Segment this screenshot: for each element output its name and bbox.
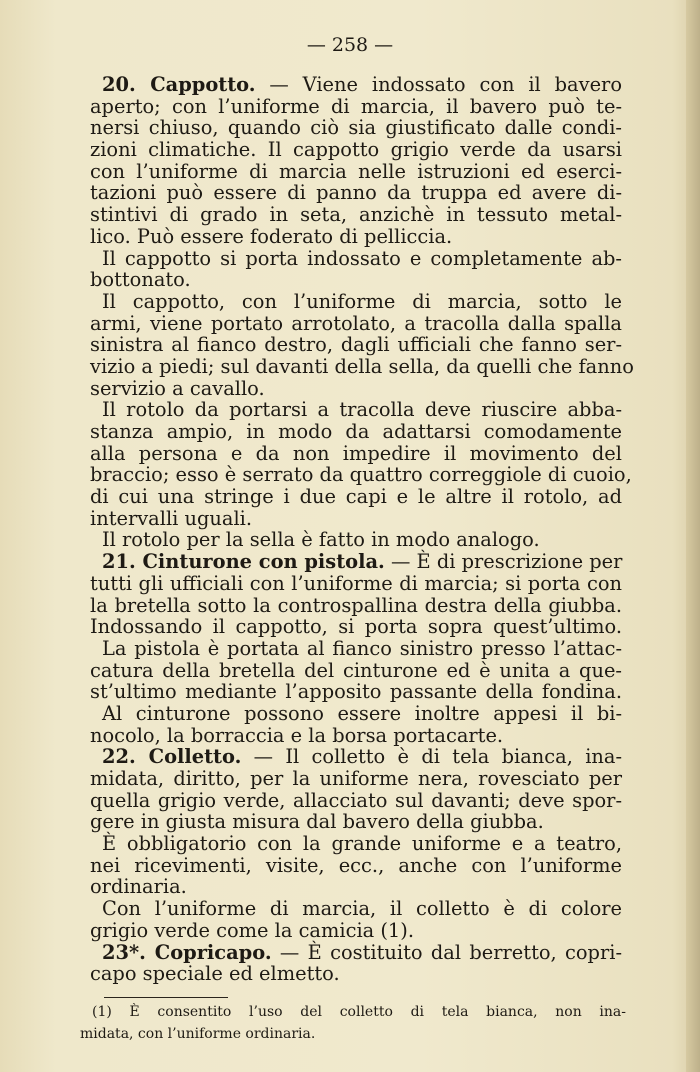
text-line	[90, 746, 622, 768]
text-line	[90, 313, 622, 335]
text-line	[90, 551, 622, 573]
section-heading: 22. Colletto.	[102, 745, 242, 769]
line-text: Al cinturone possono essere inoltre appesi il bi-	[102, 701, 622, 725]
line-text: la bretella sotto la controspallina destra della giubba.	[90, 593, 622, 617]
text-line	[90, 898, 622, 920]
line-text: vizio a piedi; sul davanti della sella, da quelli che fanno	[90, 354, 634, 378]
line-text: nei ricevimenti, visite, ecc., anche con l’uniforme	[90, 853, 622, 877]
line-text: La pistola è portata al fianco sinistro presso l’attac-	[102, 636, 622, 660]
line-text: (1) È consentito l’uso del colletto di tela bianca, non ina-	[92, 1004, 626, 1020]
line-text: Il cappotto, con l’uniforme di marcia, sotto le	[102, 289, 622, 313]
footnotes	[80, 1003, 626, 1046]
line-text: quella grigio verde, allacciato sul davanti; deve spor-	[90, 788, 622, 812]
line-text: grigio verde come la camicia (1).	[90, 918, 414, 942]
line-text: aperto; con l’uniforme di marcia, il bavero può te-	[90, 94, 622, 118]
line-text: ordinaria.	[90, 875, 187, 899]
line-text: Il cappotto si porta indossato e completamente ab-	[102, 246, 622, 270]
line-text: zioni climatiche. Il cappotto grigio verde da usarsi	[90, 138, 622, 162]
line-text: catura della bretella del cinturone ed è unita a que-	[90, 658, 622, 682]
line-text: stintivi di grado in seta, anzichè in tessuto metal-	[90, 203, 622, 227]
line-text: midata, con l’uniforme ordinaria.	[80, 1025, 316, 1042]
text-line	[90, 681, 622, 703]
text-line	[90, 725, 622, 747]
line-text: capo speciale ed elmetto.	[90, 962, 340, 986]
text-line	[90, 855, 622, 877]
text-line	[90, 529, 622, 551]
text-line	[90, 790, 622, 812]
text-line	[90, 486, 622, 508]
line-text: Il rotolo per la sella è fatto in modo analogo.	[102, 528, 540, 552]
text-line	[90, 963, 622, 985]
body-text	[90, 73, 634, 986]
text-line	[90, 508, 622, 530]
line-text: È obbligatorio con la grande uniforme e a teatro,	[102, 832, 622, 856]
text-line	[90, 334, 622, 356]
text-line	[90, 876, 622, 898]
footnote-rule	[104, 997, 228, 998]
line-text: sinistra al fianco destro, dagli ufficiali che fanno ser-	[90, 333, 622, 357]
text-line	[90, 291, 622, 313]
page-edge	[686, 0, 700, 1072]
line-text: armi, viene portato arrotolato, a tracolla dalla spalla	[90, 311, 622, 335]
line-text: tutti gli ufficiali con l’uniforme di marcia; si porta con	[90, 571, 622, 595]
line-text: gere in giusta misura dal bavero della giubba.	[90, 810, 544, 834]
text-line	[90, 942, 622, 964]
line-text: — Viene indossato con il bavero	[255, 73, 622, 96]
text-line	[90, 226, 622, 248]
text-line	[90, 595, 622, 617]
text-line	[90, 204, 622, 226]
line-text: bottonato.	[90, 268, 191, 292]
text-line	[90, 443, 622, 465]
line-text: lico. Può essere foderato di pelliccia.	[90, 224, 453, 248]
line-text: alla persona e da non impedire il movimento del	[90, 441, 622, 465]
text-line	[90, 269, 622, 291]
line-text: nocolo, la borraccia e la borsa portacarte.	[90, 723, 504, 747]
text-line	[90, 638, 622, 660]
line-text: Con l’uniforme di marcia, il colletto è di colore	[102, 897, 622, 921]
text-line	[90, 463, 632, 487]
line-text: st’ultimo mediante l’apposito passante della fondina.	[90, 680, 622, 704]
line-text: tazioni può essere di panno da truppa ed avere di-	[90, 181, 622, 205]
text-line	[90, 573, 622, 595]
section-heading: 20. Cappotto.	[102, 73, 256, 96]
section-heading: 21. Cinturone con pistola.	[102, 550, 385, 574]
text-line	[90, 74, 622, 96]
footnote-line	[80, 1025, 626, 1047]
text-line	[90, 161, 622, 183]
text-line	[90, 96, 622, 118]
text-line	[90, 378, 622, 400]
line-text: braccio; esso è serrato da quattro correggiole di cuoio,	[90, 463, 632, 487]
section-heading: 23*. Copricapo.	[102, 940, 272, 964]
text-line	[90, 139, 622, 161]
text-line	[90, 248, 622, 270]
line-text: stanza ampio, in modo da adattarsi comodamente	[90, 420, 622, 443]
line-text: servizio a cavallo.	[90, 376, 265, 400]
line-text: Indossando il cappotto, si porta sopra quest’ultimo.	[90, 615, 622, 639]
line-text: Il rotolo da portarsi a tracolla deve riuscire abba-	[102, 398, 622, 422]
text-line	[90, 616, 622, 638]
text-line	[90, 811, 622, 833]
line-text: di cui una stringe i due capi e le altre il rotolo, ad	[90, 485, 622, 509]
text-line	[90, 117, 622, 139]
text-line	[90, 182, 622, 204]
line-text: intervalli uguali.	[90, 506, 253, 530]
text-line	[90, 768, 622, 790]
text-line	[90, 421, 622, 443]
line-text: — È costituito dal berretto, copri-	[271, 940, 622, 964]
line-text: nersi chiuso, quando ciò sia giustificato dalle condi-	[90, 116, 622, 140]
line-text: — È di prescrizione per	[384, 550, 623, 574]
text-line	[90, 354, 634, 378]
text-line	[90, 399, 622, 421]
page-number: — 258 —	[306, 34, 394, 56]
text-line	[90, 920, 622, 942]
text-line	[90, 833, 622, 855]
text-line	[90, 660, 622, 682]
footnote-line	[80, 1003, 626, 1025]
text-line	[90, 703, 622, 725]
line-text: midata, diritto, per la uniforme nera, rovesciato per	[90, 767, 622, 790]
line-text: — Il colletto è di tela bianca, ina-	[241, 745, 622, 769]
line-text: con l’uniforme di marcia nelle istruzioni ed eserci-	[90, 159, 622, 183]
